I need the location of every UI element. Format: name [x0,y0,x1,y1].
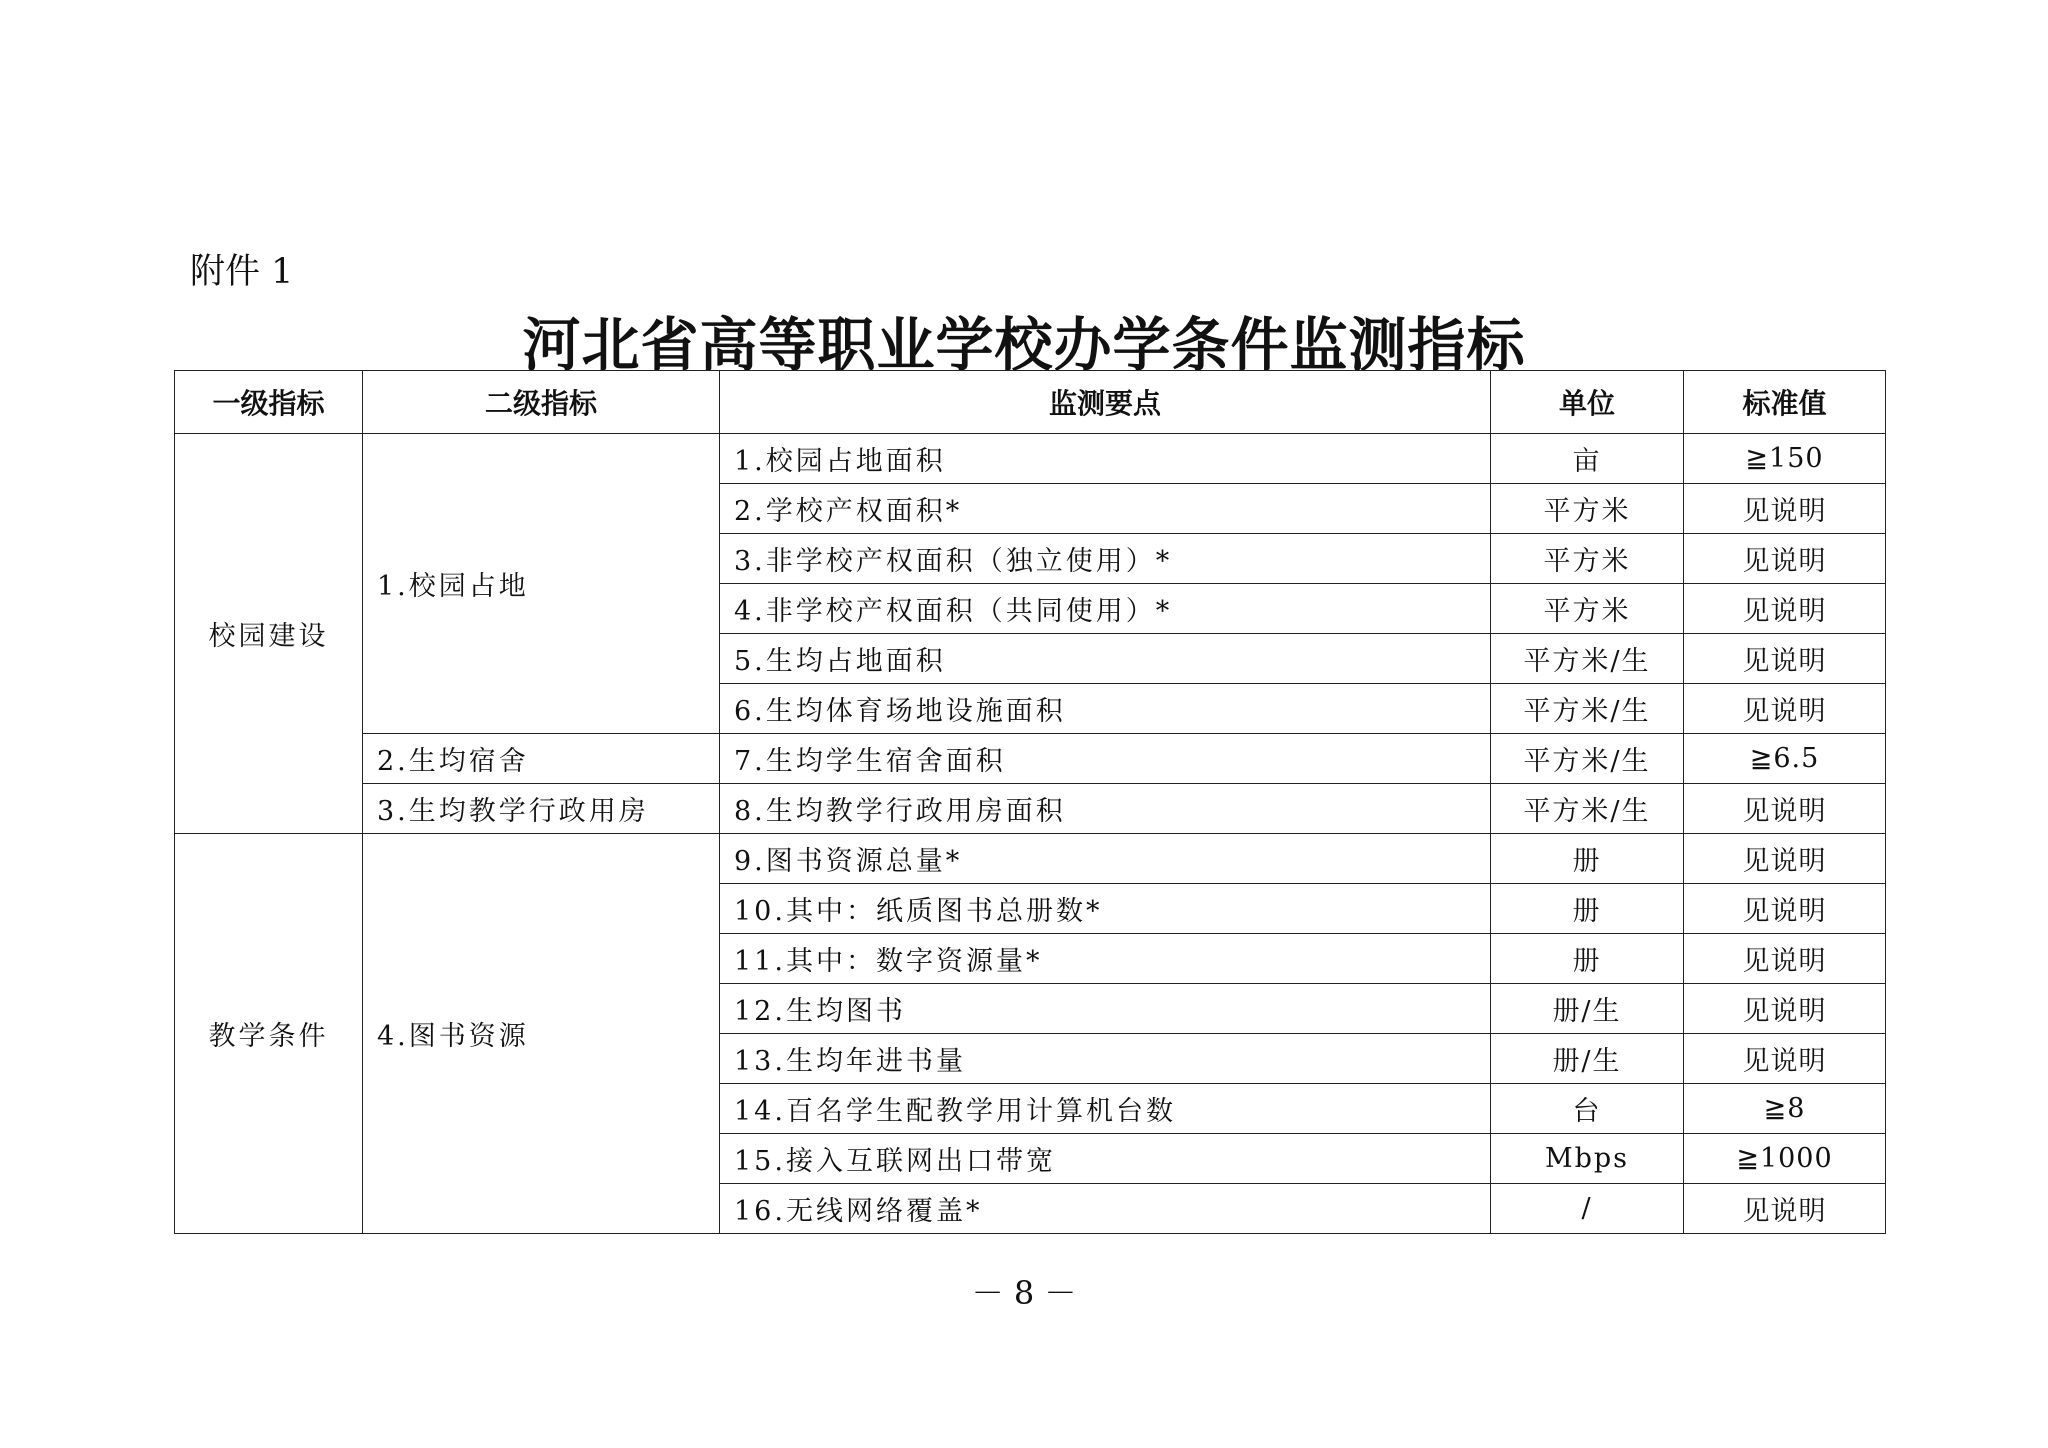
category-cell: 校园建设 [175,434,363,834]
point-cell: 2.学校产权面积* [720,484,1491,534]
standard-cell: ≧8 [1684,1084,1886,1134]
point-cell: 13.生均年进书量 [720,1034,1491,1084]
unit-cell: 平方米/生 [1491,784,1684,834]
header-unit: 单位 [1491,371,1684,434]
document-title: 河北省高等职业学校办学条件监测指标 [522,311,1526,379]
unit-cell: 册/生 [1491,1034,1684,1084]
subcategory-cell: 1.校园占地 [363,434,720,734]
standard-cell: 见说明 [1684,634,1886,684]
unit-cell: 平方米 [1491,534,1684,584]
standard-cell: 见说明 [1684,484,1886,534]
standard-cell: 见说明 [1684,684,1886,734]
subcategory-cell: 3.生均教学行政用房 [363,784,720,834]
standard-cell: 见说明 [1684,534,1886,584]
unit-cell: 平方米 [1491,584,1684,634]
table-row [175,784,1886,834]
standard-cell: 见说明 [1684,834,1886,884]
standard-cell: 见说明 [1684,884,1886,934]
unit-cell: / [1491,1184,1684,1234]
standard-cell: 见说明 [1684,1034,1886,1084]
unit-cell: 册 [1491,934,1684,984]
point-cell: 14.百名学生配教学用计算机台数 [720,1084,1491,1134]
point-cell: 10.其中：纸质图书总册数* [720,884,1491,934]
annex-label: 附件 1 [190,252,294,292]
unit-cell: 亩 [1491,434,1684,484]
page-number: － 8 － [971,1274,1077,1312]
subcategory-cell: 2.生均宿舍 [363,734,720,784]
standard-cell: 见说明 [1684,784,1886,834]
point-cell: 15.接入互联网出口带宽 [720,1134,1491,1184]
unit-cell: 平方米/生 [1491,684,1684,734]
point-cell: 6.生均体育场地设施面积 [720,684,1491,734]
unit-cell: Mbps [1491,1134,1684,1184]
unit-cell: 台 [1491,1084,1684,1134]
subcategory-cell: 4.图书资源 [363,834,720,1234]
header-monitoring-point: 监测要点 [720,371,1491,434]
unit-cell: 册 [1491,884,1684,934]
table-header-row [175,371,1886,434]
point-cell: 16.无线网络覆盖* [720,1184,1491,1234]
point-cell: 8.生均教学行政用房面积 [720,784,1491,834]
standard-cell: 见说明 [1684,1184,1886,1234]
table-row [175,434,1886,484]
point-cell: 5.生均占地面积 [720,634,1491,684]
unit-cell: 平方米 [1491,484,1684,534]
header-standard: 标准值 [1684,371,1886,434]
standard-cell: ≧6.5 [1684,734,1886,784]
table-row [175,734,1886,784]
indicator-table [174,370,1886,1234]
point-cell: 11.其中：数字资源量* [720,934,1491,984]
point-cell: 7.生均学生宿舍面积 [720,734,1491,784]
standard-cell: 见说明 [1684,984,1886,1034]
point-cell: 4.非学校产权面积（共同使用）* [720,584,1491,634]
point-cell: 3.非学校产权面积（独立使用）* [720,534,1491,584]
unit-cell: 平方米/生 [1491,634,1684,684]
unit-cell: 平方米/生 [1491,734,1684,784]
point-cell: 9.图书资源总量* [720,834,1491,884]
point-cell: 12.生均图书 [720,984,1491,1034]
unit-cell: 册 [1491,834,1684,884]
standard-cell: 见说明 [1684,584,1886,634]
standard-cell: 见说明 [1684,934,1886,984]
unit-cell: 册/生 [1491,984,1684,1034]
header-level2: 二级指标 [363,371,720,434]
standard-cell: ≧150 [1684,434,1886,484]
table-row [175,834,1886,884]
point-cell: 1.校园占地面积 [720,434,1491,484]
header-level1: 一级指标 [175,371,363,434]
category-cell: 教学条件 [175,834,363,1234]
standard-cell: ≧1000 [1684,1134,1886,1184]
